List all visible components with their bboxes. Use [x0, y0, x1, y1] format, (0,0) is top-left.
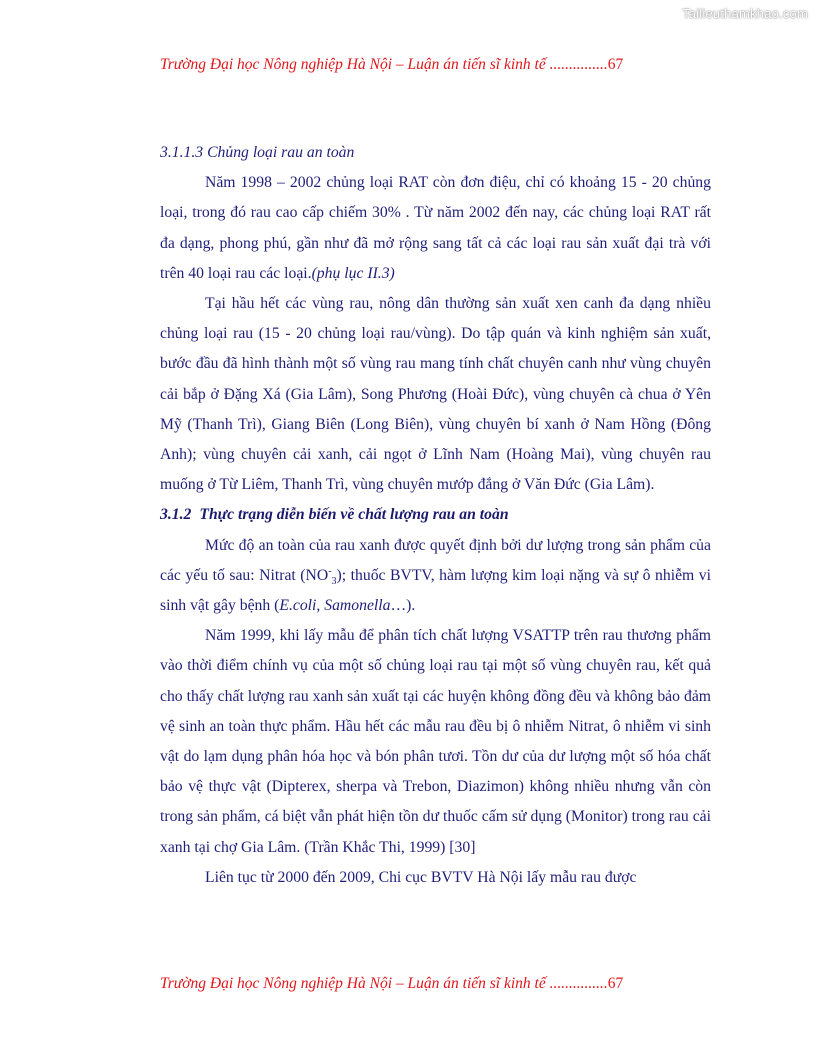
running-header-page-number: 67 — [607, 56, 624, 73]
running-footer-page-number: 67 — [607, 975, 624, 992]
running-footer — [160, 975, 700, 993]
paragraph-text: Mức độ an toàn của rau xanh được quyết định bởi dư lượng trong sản phẩm của các yếu tố sau: Nitrat (NO — [160, 536, 711, 584]
watermark: Tailieuthamkhao.com — [682, 6, 808, 21]
subsection-heading-3113: 3.1.1.3 Chủng loại rau an toàn — [160, 144, 355, 161]
paragraph — [160, 168, 711, 289]
section-heading-312 — [160, 500, 711, 530]
pathogen-names: E.coli, Samonella — [279, 597, 391, 615]
section-number: 3.1.2 — [160, 506, 192, 524]
superscript: - — [328, 565, 332, 577]
paragraph: Tại hầu hết các vùng rau, nông dân thường sản xuất xen canh đa dạng nhiều chủng loại rau (15 - 20 chủng loại rau/vùng). Do tập quán và kinh nghiệm sản xuất, bước đầu đã hình thành một số vùng rau mang tính chất chuyên canh như vùng chuyên cải bắp ở Đặng Xá (Gia Lâm), Song Phương (Hoài Đức), vùng chuyên cà chua ở Yên Mỹ (Thanh Trì), Giang Biên (Long Biên), vùng chuyên bí xanh ở Nam Hồng (Đông Anh); vùng chuyên cải xanh, cải ngọt ở Lĩnh Nam (Hoàng Mai), vùng chuyên rau muống ở Từ Liêm, Thanh Trì, vùng chuyên mướp đắng ở Văn Đức (Gia Lâm). — [160, 295, 711, 494]
running-header-text: Trường Đại học Nông nghiệp Hà Nội – Luận án tiến sĩ kinh tế ............... — [160, 56, 608, 73]
section-title: Thực trạng diễn biến về chất lượng rau an toàn — [199, 506, 509, 524]
paragraph-text: …). — [390, 597, 416, 615]
appendix-reference: (phụ lục II.3) — [311, 264, 395, 282]
page-body — [160, 138, 711, 893]
paragraph: Liên tục từ 2000 đến 2009, Chi cục BVTV Hà Nội lấy mẫu rau được — [205, 868, 637, 886]
paragraph — [160, 531, 711, 622]
paragraph-text: Năm 1998 – 2002 chủng loại RAT còn đơn điệu, chỉ có khoảng 15 - 20 chủng loại, trong đó rau cao cấp chiếm 30% . Từ năm 2002 đến nay, các chủng loại RAT rất đa dạng, phong phú, gần như đã mở rộng sang tất cả các loại rau sản xuất đại trà với trên 40 loại rau các loại. — [160, 174, 711, 282]
running-footer-text: Trường Đại học Nông nghiệp Hà Nội – Luận án tiến sĩ kinh tế ............... — [160, 975, 608, 992]
subscript: 3 — [331, 575, 337, 587]
running-header — [160, 56, 700, 74]
paragraph-text: ); thuốc BVTV, hàm lượng kim loại nặng và sự ô nhiễm vi sinh vật gây bệnh ( — [160, 566, 711, 615]
paragraph: Năm 1999, khi lấy mẫu để phân tích chất lượng VSATTP trên rau thương phẩm vào thời điểm chính vụ của một số chủng loại rau tại một số vùng chuyên rau, kết quả cho thấy chất lượng rau xanh sản xuất tại các huyện không đồng đều và không bảo đảm vệ sinh an toàn thực phẩm. Hầu hết các mẫu rau đều bị ô nhiễm Nitrat, ô nhiễm vi sinh vật do lạm dụng phân hóa học và bón phân tươi. Tồn dư của dư lượng một số hóa chất bảo vệ thực vật (Dipterex, sherpa và Trebon, Diazimon) không nhiều nhưng vẫn còn trong sản phẩm, cá biệt vẫn phát hiện tồn dư thuốc cấm sử dụng (Monitor) trong rau cải xanh tại chợ Gia Lâm. (Trần Khắc Thi, 1999) [30] — [160, 627, 711, 856]
